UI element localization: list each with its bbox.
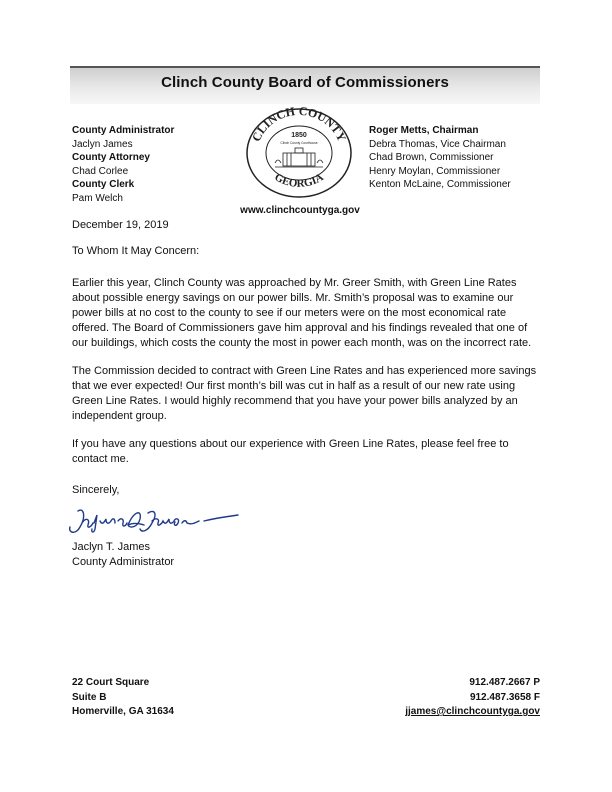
attorney-title: County Attorney [72,152,150,163]
address-line-1: 22 Court Square [72,677,150,688]
signer-title: County Administrator [72,556,175,568]
svg-text:GEORGIA [272,171,325,190]
paragraph-1: Earlier this year, Clinch County was approached by Mr. Greer Smith, with Green Line Rates about possible energy savings on our power bills. Mr. Smith’s proposal was to examine our power bills at no cost to the county to see if our meters were on the most economical rate offered. The Board of Commissioners gave him approval and his findings revealed that one of our buildings, which costs the county the most in power each month, was on the incorrect rate. [72,277,532,349]
footer-address [72,676,174,720]
salutation: To Whom It May Concern: [72,245,200,257]
commissioner-moylan: Henry Moylan, Commissioner [369,165,501,177]
staff-list [72,124,174,205]
seal-building-caption: Clinch County Courthouse [280,141,318,145]
phone-number: 912.487.2667 P [469,677,540,688]
clerk-title: County Clerk [72,179,135,190]
courthouse-icon [275,148,323,167]
seal-year: 1850 [291,132,307,139]
seal-bottom-text: GEORGIA [272,171,326,190]
commissioner-brown: Chad Brown, Commissioner [369,152,494,163]
seal-top-text: CLINCH COUNTY [248,107,350,144]
email-link[interactable]: jjames@clinchcountyga.gov [405,706,540,717]
clerk-name: Pam Welch [72,192,123,204]
handwritten-signature [64,503,254,543]
website-link[interactable]: www.clinchcountyga.gov [240,205,360,216]
board-title: Clinch County Board of Commissioners [161,74,449,91]
signer-name: Jaclyn T. James [72,541,151,553]
commissioner-mclaine: Kenton McLaine, Commissioner [369,179,511,190]
address-line-3: Homerville, GA 31634 [72,706,174,717]
commissioner-list [369,124,511,192]
fax-number: 912.487.3658 F [469,691,540,703]
attorney-name: Chad Corlee [72,165,129,177]
admin-title: County Administrator [72,125,175,136]
admin-name: Jaclyn James [72,138,133,150]
county-seal [245,107,353,199]
paragraph-2: The Commission decided to contract with Green Line Rates and has experienced more savings that we ever expected! Our first month’s bill was cut in half as a result of our new rate using Green Line Rates. I would highly recommend that you have your power bills analyzed by an independent group. [72,365,537,422]
commissioner-vice-chairman: Debra Thomas, Vice Chairman [369,138,506,150]
commissioner-chairman: Roger Metts, Chairman [369,125,479,136]
letter-date: December 19, 2019 [72,219,169,231]
footer-contact [405,676,540,720]
address-line-2: Suite B [72,691,107,703]
paragraph-3: If you have any questions about our experience with Green Line Rates, please feel free to contact me. [72,438,509,465]
closing: Sincerely, [72,484,120,496]
